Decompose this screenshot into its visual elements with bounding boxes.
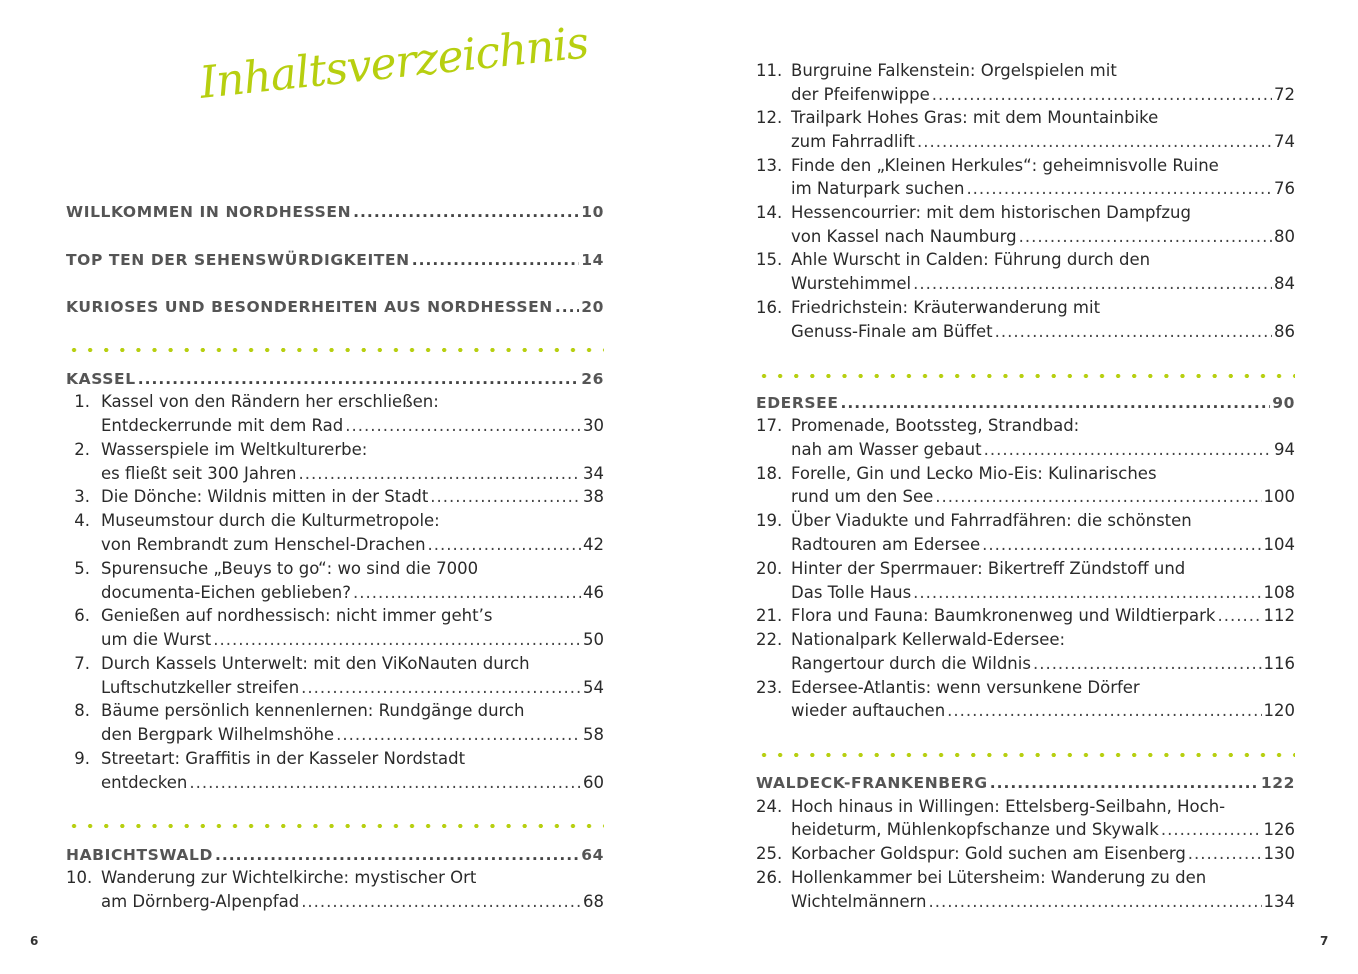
section-divider bbox=[66, 823, 604, 829]
item-number: 24. bbox=[756, 797, 783, 816]
item-number: 21. bbox=[756, 606, 783, 625]
section-label: WALDECK-FRANKENBERG bbox=[756, 774, 988, 792]
item-line-2: documenta-Eichen geblieben? bbox=[101, 583, 351, 602]
toc-item-cont[interactable] bbox=[66, 676, 604, 700]
section-heading-habichtswald[interactable] bbox=[66, 843, 604, 867]
item-page: 72 bbox=[1274, 85, 1295, 104]
item-number: 10. bbox=[66, 868, 93, 887]
item-number: 19. bbox=[756, 511, 783, 530]
toc-item-cont[interactable] bbox=[66, 462, 604, 486]
item-line-2: Wichtelmännern bbox=[791, 892, 927, 911]
item-number: 25. bbox=[756, 844, 783, 863]
toc-item-cont[interactable] bbox=[756, 177, 1295, 201]
item-line-2: im Naturpark suchen bbox=[791, 179, 965, 198]
toc-entry-willkommen[interactable] bbox=[66, 200, 604, 224]
item-number: 23. bbox=[756, 678, 783, 697]
toc-item-cont[interactable] bbox=[756, 83, 1295, 107]
entry-label: KURIOSES UND BESONDERHEITEN AUS NORDHESSEN bbox=[66, 298, 553, 316]
toc-item[interactable] bbox=[756, 59, 1295, 83]
item-line-1: Edersee-Atlantis: wenn versunkene Dörfer bbox=[791, 678, 1140, 697]
toc-item[interactable] bbox=[66, 747, 604, 771]
item-line-1: Korbacher Goldspur: Gold suchen am Eisenberg bbox=[791, 844, 1186, 863]
item-line-1: Durch Kassels Unterwelt: mit den ViKoNauten durch bbox=[101, 654, 530, 673]
toc-item[interactable] bbox=[756, 248, 1295, 272]
toc-item[interactable] bbox=[756, 462, 1295, 486]
item-page: 30 bbox=[583, 416, 604, 435]
toc-item[interactable] bbox=[756, 842, 1295, 866]
item-line-1: Kassel von den Rändern her erschließen: bbox=[101, 392, 439, 411]
section-page: 26 bbox=[581, 370, 604, 388]
item-number: 1. bbox=[74, 392, 90, 411]
item-page: 94 bbox=[1274, 440, 1295, 459]
toc-item-cont[interactable] bbox=[66, 628, 604, 652]
toc-item[interactable] bbox=[66, 652, 604, 676]
toc-item[interactable] bbox=[756, 106, 1295, 130]
section-divider bbox=[756, 373, 1295, 379]
entry-page: 20 bbox=[581, 298, 604, 316]
toc-item-cont[interactable] bbox=[756, 320, 1295, 344]
item-line-2: der Pfeifenwippe bbox=[791, 85, 930, 104]
item-line-1: Friedrichstein: Kräuterwanderung mit bbox=[791, 298, 1101, 317]
section-page: 90 bbox=[1272, 394, 1295, 412]
toc-item[interactable] bbox=[66, 699, 604, 723]
item-number: 11. bbox=[756, 61, 783, 80]
item-line-1: Hoch hinaus in Willingen: Ettelsberg-Seilbahn, Hoch- bbox=[791, 797, 1226, 816]
item-line-1: Die Dönche: Wildnis mitten in der Stadt bbox=[101, 487, 429, 506]
section-divider bbox=[66, 347, 604, 353]
item-line-1: Museumstour durch die Kulturmetropole: bbox=[101, 511, 440, 530]
item-page: 112 bbox=[1263, 606, 1295, 625]
toc-item-cont[interactable] bbox=[66, 414, 604, 438]
item-number: 6. bbox=[74, 606, 90, 625]
item-number: 16. bbox=[756, 298, 783, 317]
toc-item[interactable] bbox=[66, 509, 604, 533]
section-label: KASSEL bbox=[66, 370, 136, 388]
item-line-1: Flora und Fauna: Baumkronenweg und Wildtierpark bbox=[791, 606, 1216, 625]
item-number: 13. bbox=[756, 156, 783, 175]
item-page: 76 bbox=[1274, 179, 1295, 198]
toc-item-cont[interactable] bbox=[66, 533, 604, 557]
entry-page: 10 bbox=[581, 203, 604, 221]
item-number: 12. bbox=[756, 108, 783, 127]
toc-item[interactable] bbox=[66, 485, 604, 509]
item-page: 38 bbox=[583, 487, 604, 506]
item-line-1: Hollenkammer bei Lütersheim: Wanderung zu den bbox=[791, 868, 1207, 887]
section-heading-waldeck-frankenberg[interactable] bbox=[756, 771, 1295, 795]
item-page: 108 bbox=[1263, 583, 1295, 602]
item-line-1: Forelle, Gin und Lecko Mio-Eis: Kulinarisches bbox=[791, 464, 1157, 483]
item-page: 130 bbox=[1263, 844, 1295, 863]
toc-item-cont[interactable] bbox=[756, 438, 1295, 462]
item-page: 54 bbox=[583, 678, 604, 697]
toc-item-cont[interactable] bbox=[756, 652, 1295, 676]
item-line-2: Wurstehimmel bbox=[791, 274, 912, 293]
item-line-2: um die Wurst bbox=[101, 630, 212, 649]
page-number-right: 7 bbox=[1320, 934, 1329, 948]
toc-item[interactable] bbox=[756, 201, 1295, 225]
toc-item[interactable] bbox=[756, 604, 1295, 628]
item-number: 15. bbox=[756, 250, 783, 269]
toc-item-cont[interactable] bbox=[66, 771, 604, 795]
item-line-1: Genießen auf nordhessisch: nicht immer geht’s bbox=[101, 606, 493, 625]
item-line-1: Streetart: Graffitis in der Kasseler Nordstadt bbox=[101, 749, 466, 768]
toc-item-cont[interactable] bbox=[756, 130, 1295, 154]
toc-item[interactable] bbox=[756, 866, 1295, 890]
toc-item[interactable] bbox=[756, 414, 1295, 438]
toc-item-cont[interactable] bbox=[66, 723, 604, 747]
item-page: 104 bbox=[1263, 535, 1295, 554]
toc-item[interactable] bbox=[756, 676, 1295, 700]
item-line-1: Hinter der Sperrmauer: Bikertreff Zündstoff und bbox=[791, 559, 1186, 578]
item-line-2: den Bergpark Wilhelmshöhe bbox=[101, 725, 335, 744]
item-line-1: Finde den „Kleinen Herkules“: geheimnisvolle Ruine bbox=[791, 156, 1219, 175]
toc-item-cont[interactable] bbox=[756, 225, 1295, 249]
item-line-2: Rangertour durch die Wildnis bbox=[791, 654, 1031, 673]
item-page: 134 bbox=[1263, 892, 1295, 911]
entry-label: TOP TEN DER SEHENSWÜRDIGKEITEN bbox=[66, 251, 410, 269]
item-page: 34 bbox=[583, 464, 604, 483]
toc-item-cont[interactable] bbox=[66, 890, 604, 914]
item-number: 17. bbox=[756, 416, 783, 435]
toc-item-cont[interactable] bbox=[756, 272, 1295, 296]
toc-item[interactable] bbox=[756, 509, 1295, 533]
section-divider bbox=[756, 752, 1295, 758]
item-line-1: Nationalpark Kellerwald-Edersee: bbox=[791, 630, 1066, 649]
item-page: 120 bbox=[1263, 701, 1295, 720]
toc-item[interactable] bbox=[756, 795, 1295, 819]
section-page: 122 bbox=[1260, 774, 1295, 792]
item-number: 22. bbox=[756, 630, 783, 649]
item-number: 3. bbox=[74, 487, 90, 506]
section-heading-edersee[interactable] bbox=[756, 391, 1295, 415]
toc-item[interactable] bbox=[66, 866, 604, 890]
item-line-1: Über Viadukte und Fahrradfähren: die schönsten bbox=[791, 511, 1192, 530]
entry-label: WILLKOMMEN IN NORDHESSEN bbox=[66, 203, 352, 221]
toc-item-cont[interactable] bbox=[756, 485, 1295, 509]
item-page: 86 bbox=[1274, 322, 1295, 341]
item-number: 2. bbox=[74, 440, 90, 459]
toc-item-cont[interactable] bbox=[756, 533, 1295, 557]
page-number-left: 6 bbox=[30, 934, 39, 948]
item-line-2: Radtouren am Edersee bbox=[791, 535, 981, 554]
item-page: 126 bbox=[1263, 820, 1295, 839]
item-line-1: Promenade, Bootssteg, Strandbad: bbox=[791, 416, 1080, 435]
toc-entry-kurioses[interactable] bbox=[66, 295, 604, 319]
item-page: 46 bbox=[583, 583, 604, 602]
item-line-2: zum Fahrradlift bbox=[791, 132, 915, 151]
section-label: EDERSEE bbox=[756, 394, 839, 412]
item-line-2: Entdeckerrunde mit dem Rad bbox=[101, 416, 344, 435]
section-page: 64 bbox=[581, 846, 604, 864]
item-page: 100 bbox=[1263, 487, 1295, 506]
item-page: 116 bbox=[1263, 654, 1295, 673]
toc-item[interactable] bbox=[66, 438, 604, 462]
item-number: 18. bbox=[756, 464, 783, 483]
item-line-1: Trailpark Hohes Gras: mit dem Mountainbike bbox=[791, 108, 1159, 127]
item-line-1: Spurensuche „Beuys to go“: wo sind die 7000 bbox=[101, 559, 479, 578]
toc-item[interactable] bbox=[756, 154, 1295, 178]
item-line-2: Genuss-Finale am Büffet bbox=[791, 322, 993, 341]
item-line-1: Hessencourrier: mit dem historischen Dampfzug bbox=[791, 203, 1191, 222]
item-line-2: es fließt seit 300 Jahren bbox=[101, 464, 297, 483]
item-line-1: Burgruine Falkenstein: Orgelspielen mit bbox=[791, 61, 1117, 80]
toc-item-cont[interactable] bbox=[66, 581, 604, 605]
toc-item[interactable] bbox=[756, 296, 1295, 320]
item-number: 14. bbox=[756, 203, 783, 222]
item-page: 68 bbox=[583, 892, 604, 911]
item-line-2: nah am Wasser gebaut bbox=[791, 440, 982, 459]
toc-item[interactable] bbox=[756, 557, 1295, 581]
item-line-2: wieder auftauchen bbox=[791, 701, 946, 720]
item-page: 74 bbox=[1274, 132, 1295, 151]
item-line-2: rund um den See bbox=[791, 487, 934, 506]
toc-item-cont[interactable] bbox=[756, 818, 1295, 842]
item-page: 80 bbox=[1274, 227, 1295, 246]
item-line-2: Das Tolle Haus bbox=[791, 583, 912, 602]
toc-entry-top-ten[interactable] bbox=[66, 248, 604, 272]
item-line-2: heideturm, Mühlenkopfschanze und Skywalk bbox=[791, 820, 1159, 839]
item-number: 4. bbox=[74, 511, 90, 530]
item-line-1: Ahle Wurscht in Calden: Führung durch den bbox=[791, 250, 1151, 269]
item-line-2: entdecken bbox=[101, 773, 188, 792]
item-page: 50 bbox=[583, 630, 604, 649]
item-line-1: Wanderung zur Wichtelkirche: mystischer Ort bbox=[101, 868, 477, 887]
item-number: 7. bbox=[74, 654, 90, 673]
item-line-1: Bäume persönlich kennenlernen: Rundgänge durch bbox=[101, 701, 525, 720]
toc-item-cont[interactable] bbox=[756, 699, 1295, 723]
item-number: 20. bbox=[756, 559, 783, 578]
item-number: 26. bbox=[756, 868, 783, 887]
item-number: 8. bbox=[74, 701, 90, 720]
toc-item-cont[interactable] bbox=[756, 890, 1295, 914]
item-page: 84 bbox=[1274, 274, 1295, 293]
toc-item-cont[interactable] bbox=[756, 581, 1295, 605]
section-label: HABICHTSWALD bbox=[66, 846, 213, 864]
toc-item[interactable] bbox=[66, 604, 604, 628]
section-heading-kassel[interactable] bbox=[66, 367, 604, 391]
item-line-2: von Rembrandt zum Henschel-Drachen bbox=[101, 535, 426, 554]
toc-item[interactable] bbox=[756, 628, 1295, 652]
entry-page: 14 bbox=[581, 251, 604, 269]
item-line-2: von Kassel nach Naumburg bbox=[791, 227, 1017, 246]
item-number: 5. bbox=[74, 559, 90, 578]
item-line-2: am Dörnberg-Alpenpfad bbox=[101, 892, 300, 911]
item-page: 42 bbox=[583, 535, 604, 554]
toc-item[interactable] bbox=[66, 390, 604, 414]
item-line-2: Luftschutzkeller streifen bbox=[101, 678, 300, 697]
item-line-1: Wasserspiele im Weltkulturerbe: bbox=[101, 440, 368, 459]
item-page: 60 bbox=[583, 773, 604, 792]
toc-title: Inhaltsverzeichnis bbox=[197, 17, 591, 109]
item-page: 58 bbox=[583, 725, 604, 744]
toc-item[interactable] bbox=[66, 557, 604, 581]
item-number: 9. bbox=[74, 749, 90, 768]
